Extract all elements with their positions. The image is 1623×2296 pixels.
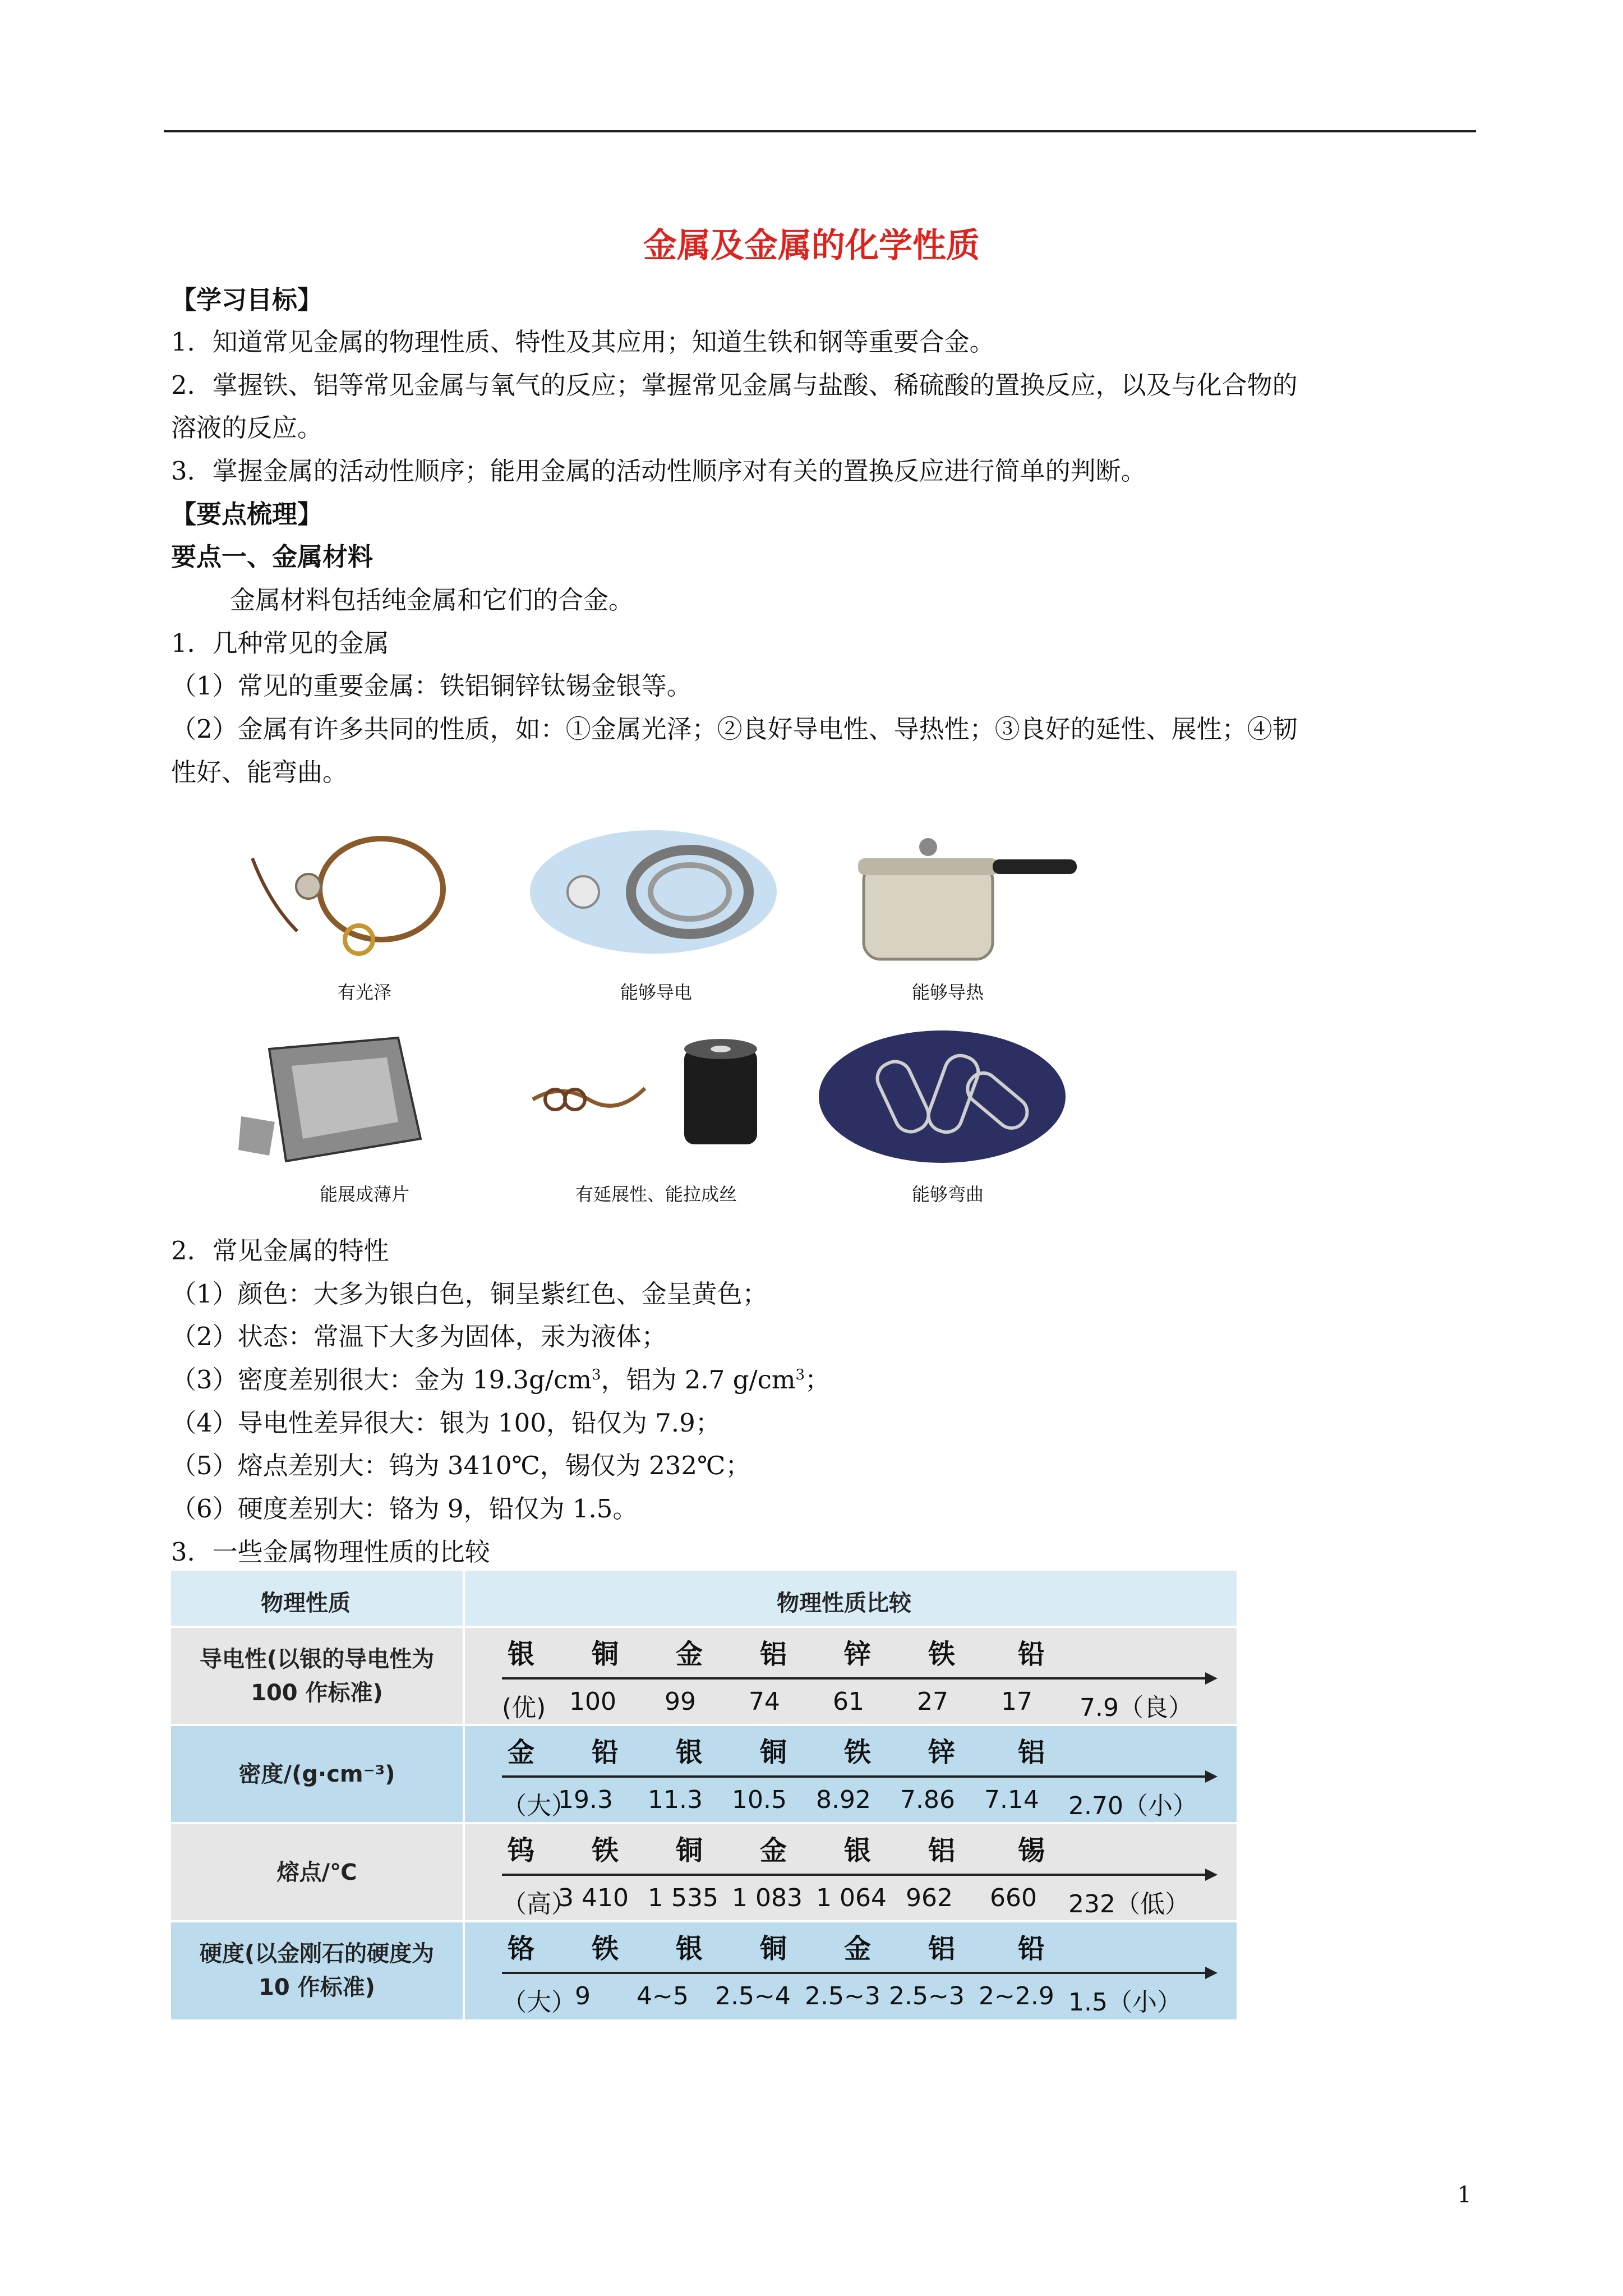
metal-names [485,1731,1214,1770]
metal-name: 铁 [592,1835,619,1866]
metal-name: 铁 [928,1639,956,1670]
figure-cell-luster [230,825,499,1004]
metal-name: 铅 [1018,1933,1045,1964]
metal-name: 铜 [760,1737,787,1768]
value: 11.3 [648,1786,703,1814]
sub1-heading: 1．几种常见的金属 [171,628,389,658]
page-title: 金属及金属的化学性质 [643,226,980,265]
sub2-item2: （2）状态：常温下大多为固体，汞为液体； [171,1322,667,1351]
row-label: 熔点/℃ [276,1859,357,1885]
metal-name: 锌 [844,1639,872,1670]
metal-name: 银 [844,1835,872,1866]
metal-values [502,1683,1237,1722]
value: 962 [906,1884,953,1912]
metal-name: 银 [676,1933,703,1964]
metal-name: 铅 [1018,1639,1045,1670]
value: 232（低） [1068,1890,1189,1918]
value: 1 535 [648,1884,718,1912]
points-heading: 【要点梳理】 [171,499,323,529]
value: 10.5 [732,1786,787,1814]
row-divider [171,1724,1237,1726]
value: 660 [990,1884,1037,1912]
point1-heading: 要点一、金属材料 [171,542,374,572]
metal-name: 铝 [928,1933,956,1964]
wire-coil-image [522,825,791,976]
figure-cell-conduct [522,825,791,1004]
goal-3: 3．掌握金属的活动性顺序；能用金属的活动性顺序对有关的置换反应进行简单的判断。 [171,456,1146,486]
sub2-item4: （4）导电性差异很大：银为 100，铅仅为 7.9； [171,1408,721,1438]
order-arrow [502,1775,1214,1778]
wire-spool-image [522,1027,791,1178]
caption-luster: 有光泽 [337,982,391,1003]
sub2-item5: （5）熔点差别大：钨为 3410℃，锡仅为 232℃； [171,1451,751,1480]
sub3-heading: 3．一些金属物理性质的比较 [171,1537,490,1567]
metal-name: 铬 [508,1933,535,1964]
metal-name: 钨 [508,1835,535,1866]
value: 17 [1001,1687,1032,1716]
table-row-conductivity [171,1627,1237,1725]
jewelry-image [230,825,499,976]
value: 1.5（小） [1068,1988,1182,2017]
column-divider [463,1571,465,2019]
value: 74 [749,1687,780,1716]
value: 7.14 [984,1786,1039,1814]
intro-text: 金属材料包括纯金属和它们的合金。 [230,585,634,615]
value: 3 410 [558,1884,629,1912]
value: 99 [665,1687,696,1716]
metal-name: 银 [676,1737,703,1768]
table-header [171,1571,1237,1627]
value: 100 [569,1687,616,1716]
goal-2b: 溶液的反应。 [171,413,323,443]
value: 61 [833,1687,864,1716]
caption-bend: 能够弯曲 [911,1184,984,1205]
table-row-hardness [171,1921,1237,2019]
caption-wire: 有延展性、能拉成丝 [575,1184,737,1205]
order-arrow [502,1874,1214,1876]
metal-values [502,1781,1237,1820]
value: （大） [502,1792,576,1820]
value: 4~5 [637,1982,689,2010]
sub2-heading: 2．常见金属的特性 [171,1236,389,1266]
metal-name: 铝 [928,1835,956,1866]
figure-cell-heat [813,825,1082,1004]
value: 2.70（小） [1068,1792,1197,1820]
sub2-item1: （1）颜色：大多为银白色，铜呈紫红色、金呈黄色； [171,1279,768,1309]
value: 7.9（良） [1080,1694,1193,1722]
goal-1: 1．知道常见金属的物理性质、特性及其应用；知道生铁和钢等重要合金。 [171,327,995,357]
value: 19.3 [558,1786,613,1814]
value: 2.5~3 [805,1982,880,2010]
sub1-item1: （1）常见的重要金属：铁铝铜锌钛锡金银等。 [171,671,692,701]
metal-properties-figure [230,825,1099,1217]
header-right: 物理性质比较 [777,1590,911,1616]
metal-name: 铁 [592,1933,619,1964]
metal-name: 金 [508,1737,535,1768]
goals-heading: 【学习目标】 [171,285,323,315]
metal-name: 铅 [592,1737,619,1768]
page-number: 1 [1457,2182,1472,2208]
header-left: 物理性质 [261,1590,351,1616]
paper-clips-image [813,1027,1082,1178]
sub2-item6: （6）硬度差别大：铬为 9，铅仅为 1.5。 [171,1494,638,1524]
figure-cell-bend [813,1027,1082,1206]
table-row-melting [171,1823,1237,1921]
metal-name: 金 [844,1933,872,1964]
metal-name: 铁 [844,1737,872,1768]
metal-name: 铝 [1018,1737,1045,1768]
header-rule [164,130,1476,132]
sub1-item2a: （2）金属有许多共同的性质，如：①金属光泽；②良好导电性、导热性；③良好的延性、展性；④韧 [171,714,1298,744]
caption-heat: 能够导热 [911,982,984,1003]
metal-names [485,1829,1214,1868]
metal-name: 铝 [760,1639,787,1670]
metal-name: 铜 [760,1933,787,1964]
metal-values [502,1977,1237,2017]
caption-conduct: 能够导电 [620,982,692,1003]
value: 1 064 [816,1884,887,1912]
value: （高） [502,1890,576,1918]
value: 2.5~4 [715,1982,791,2010]
metal-name: 锌 [928,1737,956,1768]
metal-name: 金 [676,1639,703,1670]
value: （大） [502,1988,576,2017]
order-arrow [502,1677,1214,1680]
figure-cell-sheet [230,1027,499,1206]
metal-name: 铜 [592,1639,619,1670]
row-label: 导电性(以银的导电性为 100 作标准) [199,1646,435,1706]
value: 2~2.9 [979,1982,1054,2010]
row-divider [171,1920,1237,1922]
metal-foil-image [230,1027,499,1178]
metal-name: 银 [508,1639,535,1670]
sub1-item2b: 性好、能弯曲。 [171,757,348,787]
goal-2a: 2．掌握铁、铝等常见金属与氧气的反应；掌握常见金属与盐酸、稀硫酸的置换反应，以及与化合物的 [171,370,1298,400]
metal-values [502,1879,1237,1918]
sub2-item3: （3）密度差别很大：金为 $19.3g/cm^3$，铝为 2.7 $g/cm^3$； [171,1365,831,1395]
row-divider [171,1822,1237,1824]
pressure-cooker-image [813,825,1082,976]
value: 1 083 [732,1884,803,1912]
value: 7.86 [900,1786,955,1814]
metal-name: 锡 [1018,1835,1045,1866]
row-label: 密度/(g·cm⁻³) [238,1761,395,1787]
metal-name: 金 [760,1835,787,1866]
metal-name: 铜 [676,1835,703,1866]
value: 9 [575,1982,591,2010]
value: 27 [917,1687,948,1716]
value: 2.5~3 [889,1982,965,2010]
figure-cell-wire [522,1027,791,1206]
row-label: 硬度(以金刚石的硬度为 10 作标准) [199,1940,435,2000]
metal-properties-table [171,1571,1237,2019]
metal-names [485,1927,1214,1966]
row-divider [171,1626,1237,1628]
metal-names [485,1632,1214,1672]
value: 8.92 [816,1786,871,1814]
table-row-density [171,1725,1237,1823]
caption-sheet: 能展成薄片 [319,1184,409,1205]
value: (优) [502,1694,546,1722]
order-arrow [502,1972,1214,1974]
